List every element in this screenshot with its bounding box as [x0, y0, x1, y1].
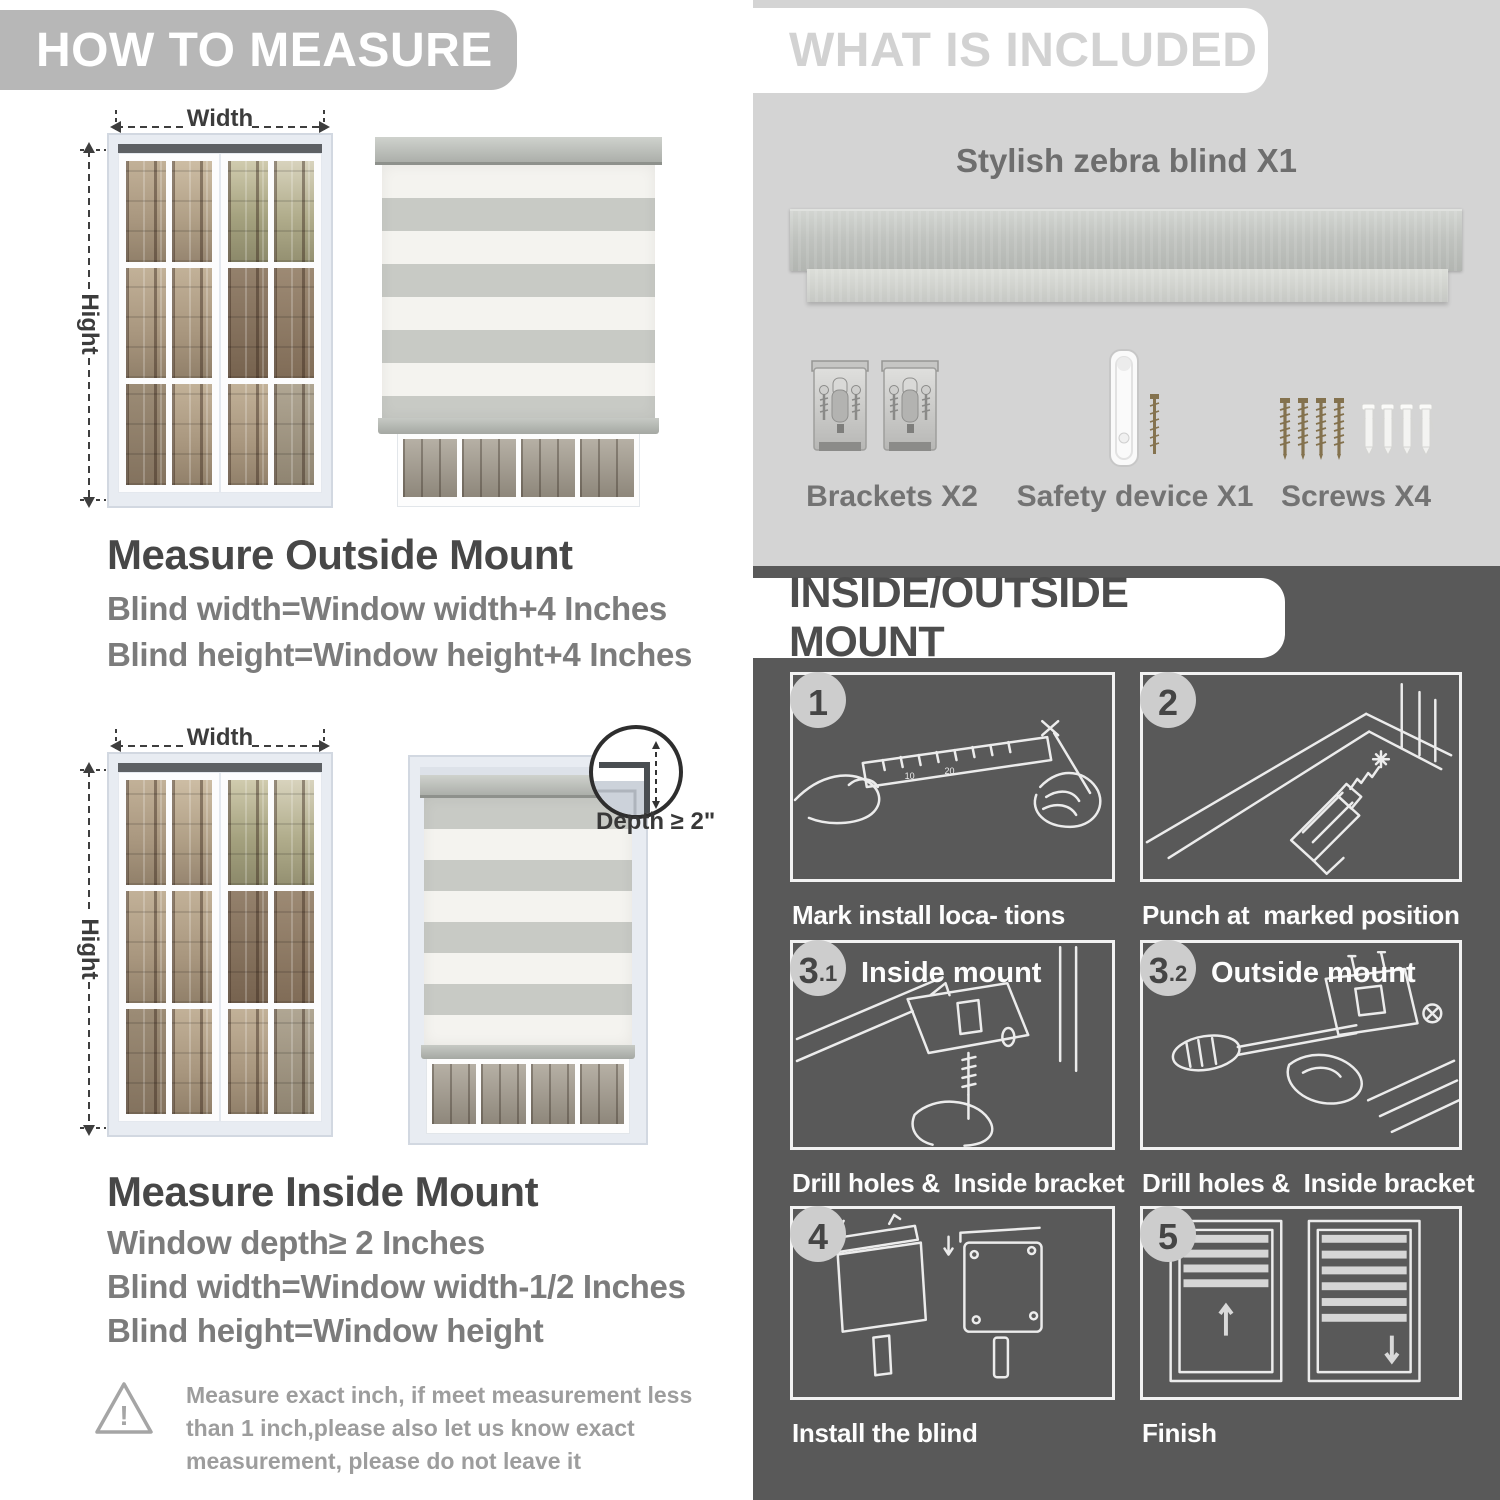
inside-mount-heading: Measure Inside Mount — [107, 1168, 539, 1215]
step-box-3-2 — [1140, 940, 1462, 1150]
how-to-measure-title: HOW TO MEASURE — [36, 23, 493, 77]
step-3-1-title: Inside mount — [861, 957, 1042, 989]
window-top-rail — [118, 763, 322, 772]
headrail-bottom-lip — [807, 269, 1448, 302]
safety-device-label: Safety device X1 — [1016, 480, 1254, 513]
screws-label: Screws X4 — [1280, 480, 1432, 513]
svg-text:20: 20 — [944, 766, 955, 777]
window-illustration-outside — [107, 133, 333, 508]
blind-item-title: Stylish zebra blind X1 — [955, 142, 1298, 179]
brackets-illustration — [810, 358, 942, 460]
depth-detail-magnifier — [589, 725, 683, 819]
safety-screw-icon — [1150, 394, 1159, 454]
step-3-2-badge: 3 .2 — [1140, 940, 1196, 996]
step-3-2-title: Outside mount — [1211, 957, 1416, 989]
step-1-caption: Mark install loca- tions — [792, 900, 1066, 930]
zebra-blind-outside-illustration — [375, 137, 662, 505]
blind-cassette — [375, 137, 662, 165]
window-top-rail — [118, 144, 322, 153]
step-3-1-badge: 3 .1 — [790, 940, 846, 996]
width-label-inside: Width — [186, 724, 254, 751]
window-sash-right — [220, 153, 322, 493]
window-illustration-inside — [107, 752, 333, 1137]
step-4-caption: Install the blind — [792, 1418, 978, 1448]
window-sash-left — [118, 153, 220, 493]
blind-bottom-rail — [421, 1045, 635, 1059]
depth-requirement-label: Depth ≥ 2" — [596, 808, 716, 835]
step-1-badge: 1 — [790, 672, 846, 728]
inside-outside-mount-header — [753, 569, 1285, 666]
step-box-5 — [1140, 1206, 1462, 1400]
step-5-badge: 5 — [1140, 1206, 1196, 1262]
warning-triangle-icon — [92, 1378, 156, 1440]
step-2-badge: 2 — [1140, 672, 1196, 728]
outside-mount-heading: Measure Outside Mount — [107, 531, 573, 578]
inside-outside-mount-title: INSIDE/OUTSIDE MOUNT — [789, 569, 1129, 666]
brackets-label: Brackets X2 — [806, 480, 978, 513]
measure-warning-line1: Measure exact inch, if meet measurement less — [186, 1382, 693, 1408]
step-2-caption: Punch at marked position — [1142, 900, 1460, 930]
screws-anchors-illustration — [1278, 398, 1434, 462]
headrail-illustration — [790, 209, 1462, 271]
how-to-measure-header — [0, 10, 517, 90]
width-label-outside: Width — [186, 105, 254, 132]
safety-device-illustration — [1106, 348, 1166, 470]
step-box-1 — [790, 672, 1115, 882]
window-sash-left — [118, 772, 220, 1122]
svg-text:!: ! — [119, 1400, 129, 1431]
step-box-4 — [790, 1206, 1115, 1400]
window-under-blind — [426, 1059, 630, 1134]
what-is-included-title: WHAT IS INCLUDED — [789, 24, 1258, 77]
outside-width-formula: Blind width=Window width+4 Inches — [107, 590, 667, 627]
step-3-1-caption: Drill holes & Inside bracket — [792, 1168, 1125, 1198]
window-under-blind — [397, 434, 640, 507]
outside-height-formula: Blind height=Window height+4 Inches — [107, 636, 693, 673]
step-box-3-1 — [790, 940, 1115, 1150]
height-label-outside: Hight — [76, 293, 103, 355]
inside-depth-formula: Window depth≥ 2 Inches — [107, 1224, 485, 1261]
measure-warning-line2: than 1 inch,please also let us know exact — [186, 1415, 635, 1441]
what-is-included-header — [753, 8, 1268, 93]
svg-text:10: 10 — [904, 770, 915, 781]
blind-bottom-rail — [378, 418, 659, 434]
inside-height-formula: Blind height=Window height — [107, 1312, 544, 1349]
inside-width-formula: Blind width=Window width-1/2 Inches — [107, 1268, 686, 1305]
step-5-caption: Finish — [1142, 1418, 1217, 1448]
step-4-badge: 4 — [790, 1206, 846, 1262]
window-sash-right — [220, 772, 322, 1122]
height-label-inside: Hight — [76, 918, 103, 980]
step-box-2 — [1140, 672, 1462, 882]
blind-fabric-stripes — [382, 165, 655, 418]
step-3-2-caption: Drill holes & Inside bracket — [1142, 1168, 1475, 1198]
measure-warning-line3: measurement, please do not leave it — [186, 1448, 581, 1474]
